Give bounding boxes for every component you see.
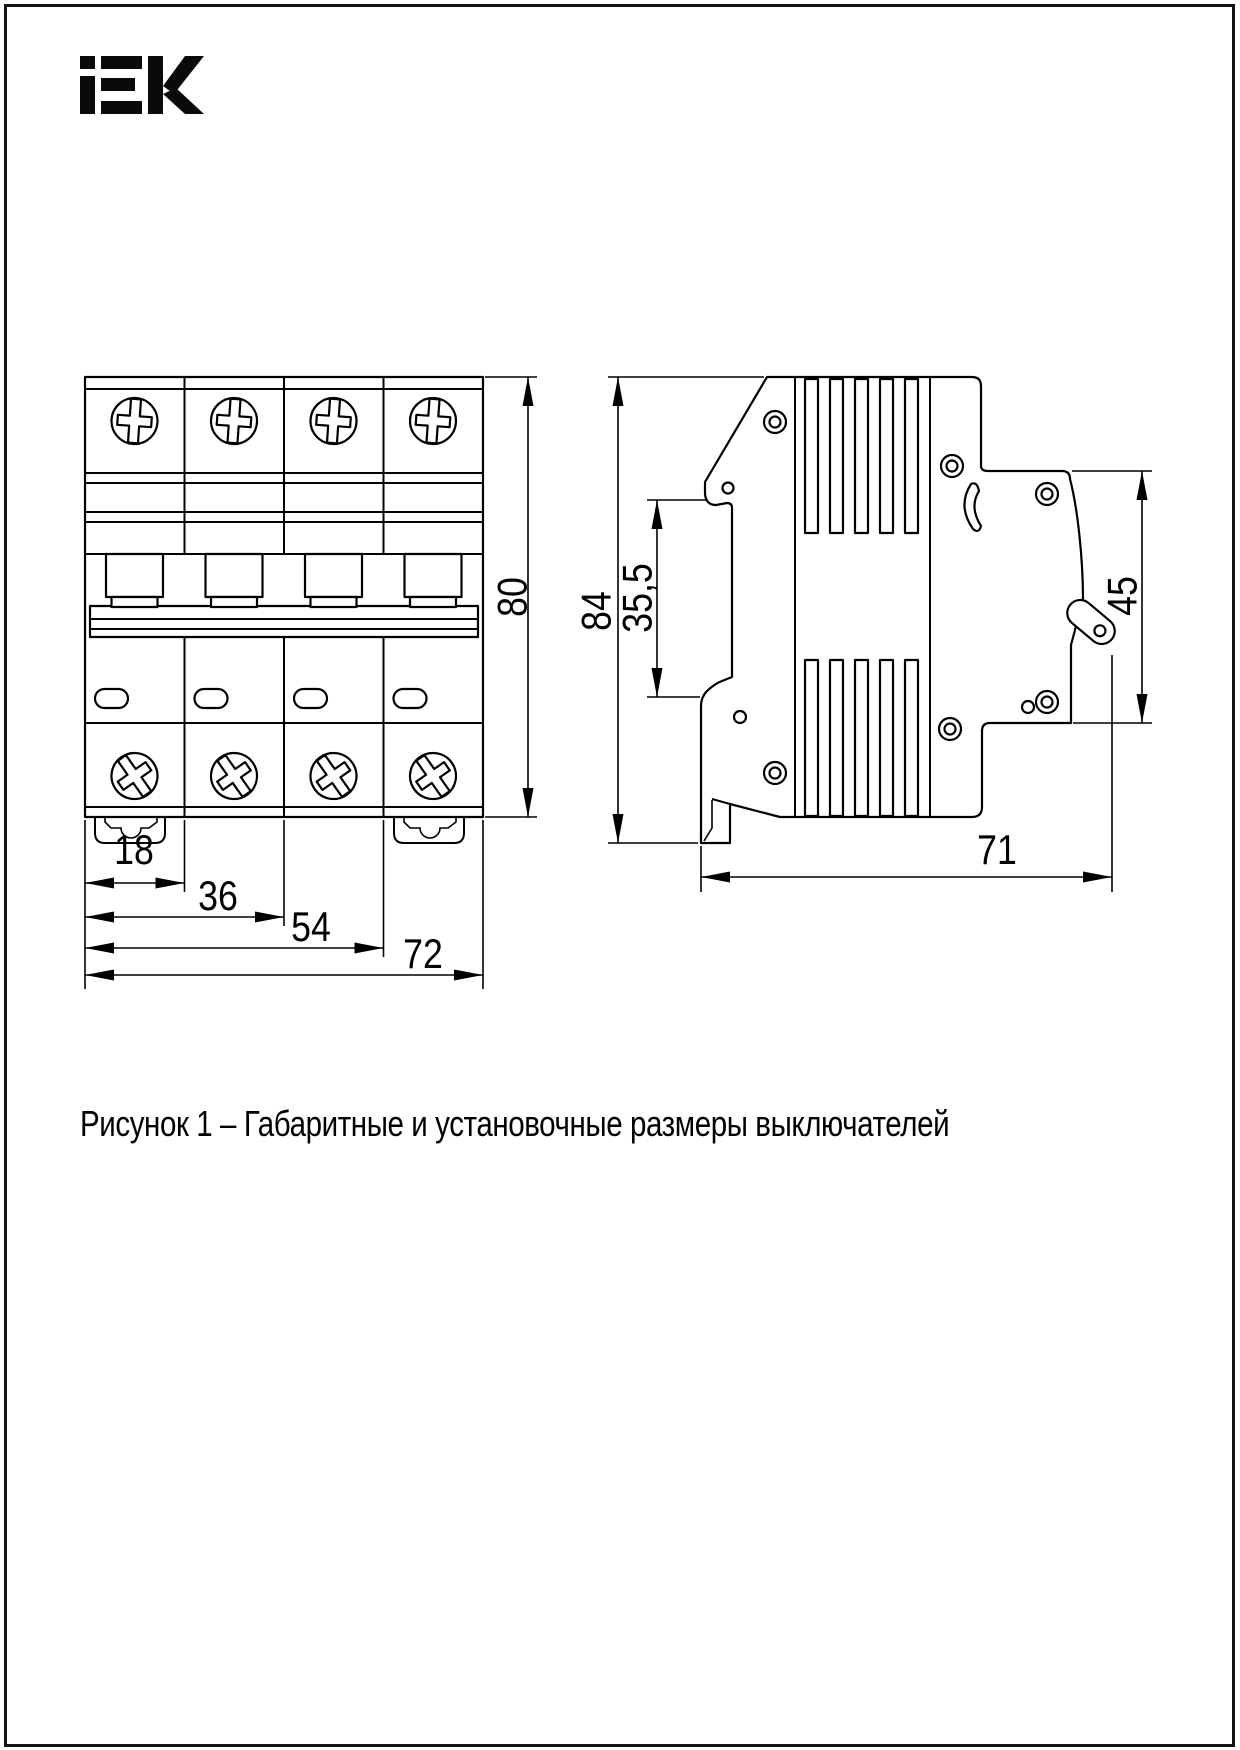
dim-label-54: 54 <box>291 904 331 951</box>
dim-label-18: 18 <box>114 827 154 874</box>
front-pin <box>1022 701 1034 713</box>
side-view-drawing <box>701 377 1120 843</box>
dim-label-71: 71 <box>977 827 1017 874</box>
front-view-drawing <box>85 377 483 843</box>
dim-label-80: 80 <box>490 577 537 617</box>
dim-label-36: 36 <box>198 873 238 920</box>
din-clip-front-right <box>394 817 464 843</box>
dim-label-35-5: 35,5 <box>615 563 662 633</box>
dim-label-84: 84 <box>574 591 621 631</box>
latch-pin-top <box>723 483 734 494</box>
dim-label-45: 45 <box>1100 576 1147 616</box>
latch-pin-bottom <box>734 711 746 723</box>
dim-label-72: 72 <box>403 931 443 978</box>
figure-caption: Рисунок 1 – Габаритные и установочные размеры выключателей <box>80 1103 950 1144</box>
toggle-rail <box>90 606 478 637</box>
